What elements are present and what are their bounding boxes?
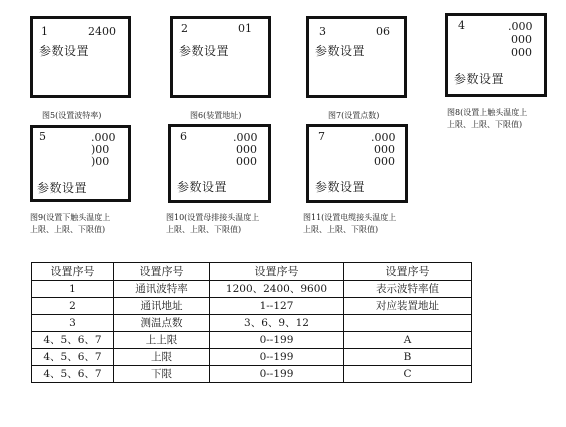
table-cell: 3、6、9、12	[210, 315, 344, 332]
screen-number: 7	[318, 130, 325, 143]
table-cell: 表示波特率值	[344, 281, 472, 298]
lcd-screen-7	[306, 124, 408, 203]
screen-number: 6	[180, 130, 187, 143]
screen-value: 000	[236, 155, 257, 168]
table-cell: 通讯地址	[114, 298, 210, 315]
screen-label: 参数设置	[179, 44, 230, 58]
lcd-screen-6	[168, 124, 271, 203]
table-cell: 2	[32, 298, 114, 315]
screen-label: 参数设置	[454, 72, 505, 86]
screen-value: 000	[374, 155, 395, 168]
table-header-row	[32, 263, 472, 281]
table-cell: B	[344, 349, 472, 366]
table-header-cell: 设置序号	[32, 263, 114, 281]
table-cell: 0--199	[210, 366, 344, 383]
table-cell: 对应装置地址	[344, 298, 472, 315]
screen-number: 5	[39, 130, 46, 143]
table-cell: 1200、2400、9600	[210, 281, 344, 298]
screen-value: .000	[233, 131, 258, 144]
screen-value: .000	[91, 131, 116, 144]
table-row	[32, 332, 472, 349]
table-cell	[344, 315, 472, 332]
table-cell: 上限	[114, 349, 210, 366]
table-header-cell: 设置序号	[114, 263, 210, 281]
table-row	[32, 366, 472, 383]
screen-value: .000	[371, 131, 396, 144]
screen-value: 01	[238, 22, 252, 35]
table-cell: 3	[32, 315, 114, 332]
table-row	[32, 349, 472, 366]
screen-label: 参数设置	[315, 44, 366, 58]
table-cell: 0--199	[210, 332, 344, 349]
settings-table	[31, 262, 472, 383]
figure-caption: 图8(设置上触头温度上 上限、上限、下限值)	[447, 108, 528, 129]
table-cell: 上上限	[114, 332, 210, 349]
table-cell: 下限	[114, 366, 210, 383]
figure-caption: 图9(设置下触头温度上 上限、上限、下限值)	[30, 213, 111, 234]
table-cell: 4、5、6、7	[32, 349, 114, 366]
screen-value: 000	[511, 33, 532, 46]
screen-value: 2400	[88, 25, 116, 38]
table-row	[32, 315, 472, 332]
screen-value: 000	[374, 143, 395, 156]
screen-value: 06	[376, 25, 390, 38]
figure-caption: 图5(设置波特率)	[42, 111, 102, 120]
table-cell: C	[344, 366, 472, 383]
table-cell: 1--127	[210, 298, 344, 315]
screen-number: 2	[181, 22, 188, 35]
table-row	[32, 298, 472, 315]
table-cell: A	[344, 332, 472, 349]
screen-label: 参数设置	[39, 44, 90, 58]
table-header-cell: 设置序号	[210, 263, 344, 281]
screen-value: )00	[91, 155, 110, 168]
figure-caption: 图11(设置电缆接头温度上 上限、上限、下限值)	[303, 213, 397, 234]
screen-number: 1	[41, 25, 48, 38]
table-cell: 4、5、6、7	[32, 332, 114, 349]
screen-value: 000	[511, 46, 532, 59]
lcd-screen-5	[30, 125, 131, 202]
table-cell: 通讯波特率	[114, 281, 210, 298]
screen-label: 参数设置	[315, 180, 366, 194]
table-row	[32, 281, 472, 298]
screen-value: 000	[236, 143, 257, 156]
lcd-screen-2	[170, 16, 271, 98]
lcd-screen-4	[445, 13, 547, 97]
table-cell: 0--199	[210, 349, 344, 366]
screen-number: 3	[319, 25, 326, 38]
screen-label: 参数设置	[177, 180, 228, 194]
table-header-cell: 设置序号	[344, 263, 472, 281]
figure-caption: 图6(装置地址)	[190, 111, 242, 120]
figure-caption: 图10(设置母排接头温度上 上限、上限、下限值)	[166, 213, 260, 234]
screen-number: 4	[458, 19, 465, 32]
table-cell: 1	[32, 281, 114, 298]
screen-value: .000	[508, 20, 533, 33]
lcd-screen-3	[306, 16, 407, 98]
table-cell: 测温点数	[114, 315, 210, 332]
figure-caption: 图7(设置点数)	[328, 111, 380, 120]
table-cell: 4、5、6、7	[32, 366, 114, 383]
screen-label: 参数设置	[37, 181, 88, 195]
screen-value: )00	[91, 143, 110, 156]
lcd-screen-1	[30, 16, 131, 98]
